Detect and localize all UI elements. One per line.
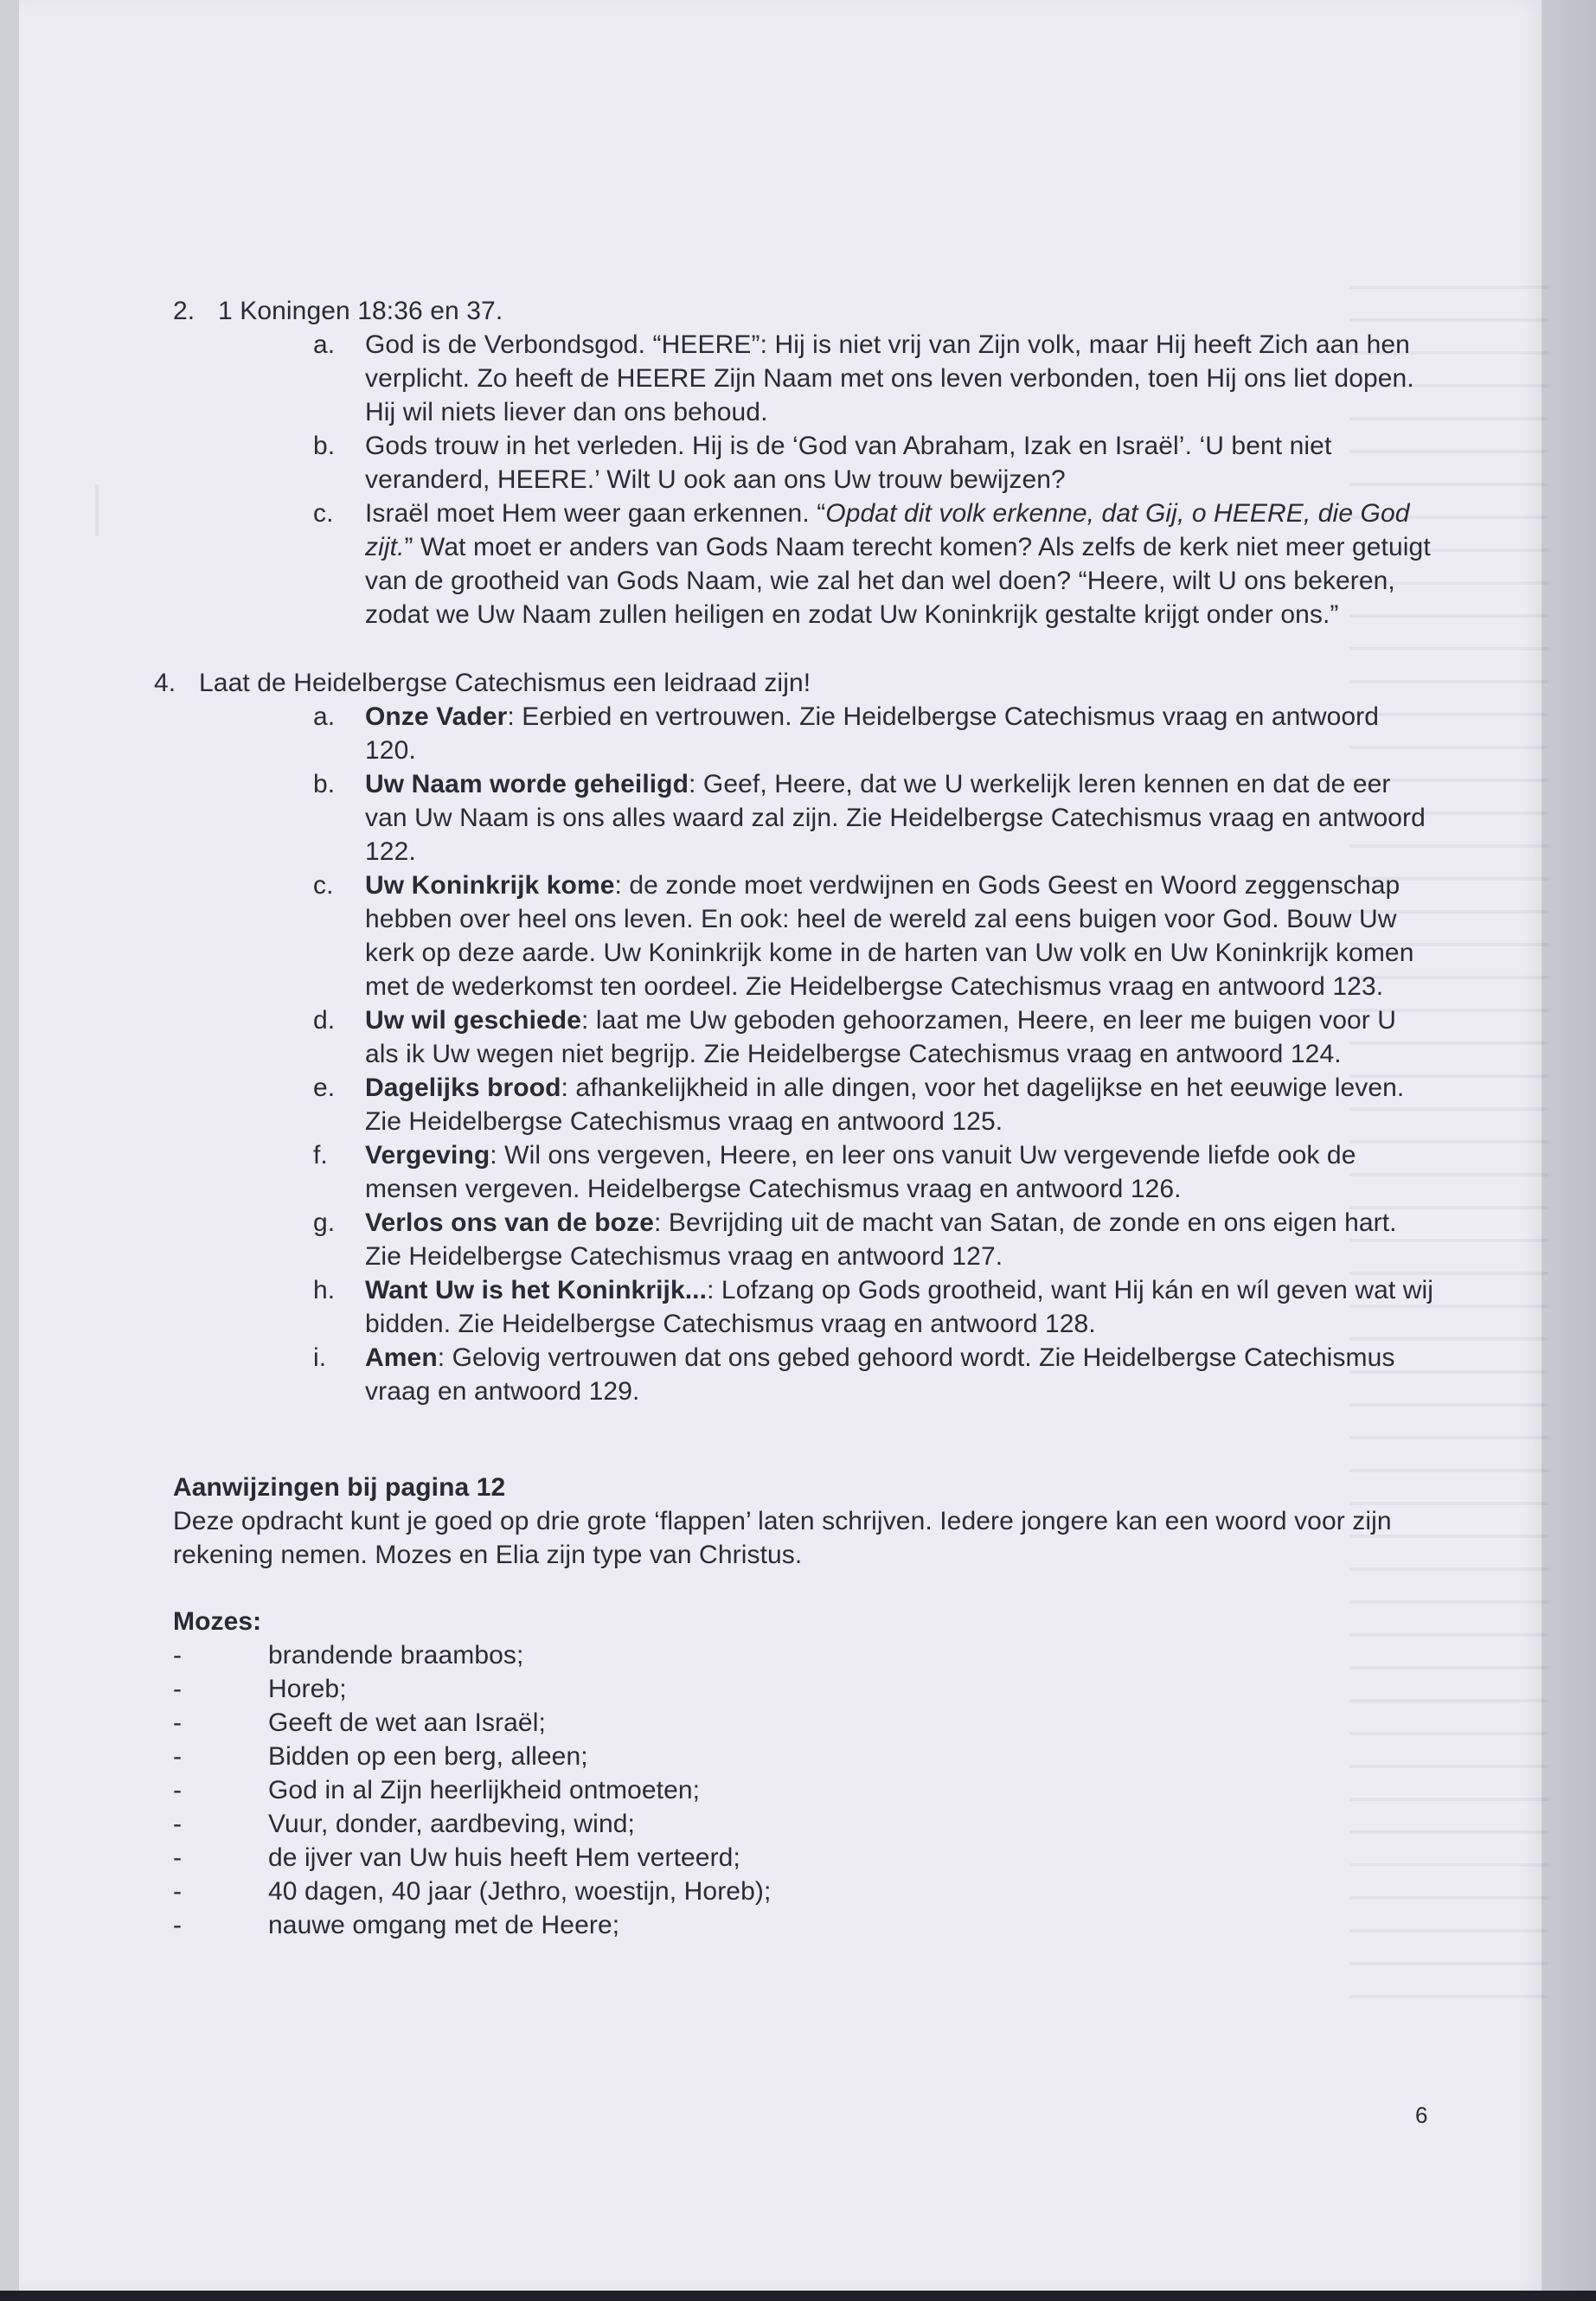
list-item xyxy=(173,429,1436,497)
list-item xyxy=(173,1841,1436,1875)
list-item xyxy=(173,1773,1436,1807)
dash-bullet: - xyxy=(173,1843,183,1872)
list-letter: g. xyxy=(313,1208,336,1237)
dash-bullet: - xyxy=(173,1641,183,1670)
list-item xyxy=(173,1341,1436,1408)
dash-bullet: - xyxy=(173,1877,183,1906)
list-text: : Geef, Heere, dat we U werkelijk leren kennen en dat de eer van Uw Naam is ons alles waard zal zijn. Zie Heidelbergse Catechismus vraag en antwoord 122. xyxy=(365,770,1426,866)
list-text: : Eerbied en vertrouwen. Zie Heidelbergse Catechismus vraag en antwoord 120. xyxy=(365,702,1380,765)
item-4-sublist xyxy=(173,700,1436,1408)
list-text: : laat me Uw geboden gehoorzamen, Heere, en leer me buigen voor U als ik Uw wegen niet begrijp. Zie Heidelbergse Catechismus vraag en antwoord 124. xyxy=(365,1006,1397,1068)
item-2-sublist xyxy=(173,328,1436,631)
list-letter: c. xyxy=(313,499,334,528)
list-lead: Amen xyxy=(365,1343,438,1372)
list-item xyxy=(173,1206,1436,1273)
dash-bullet: - xyxy=(173,1776,183,1804)
dash-bullet: - xyxy=(173,1911,183,1939)
item-title: 1 Koningen 18:36 en 37. xyxy=(218,297,503,325)
list-text: : Bevrijding uit de macht van Satan, de zonde en ons eigen hart. Zie Heidelbergse Catechismus vraag en antwoord 127. xyxy=(365,1208,1397,1271)
list-lead: Vergeving xyxy=(365,1141,490,1170)
list-text: Gods trouw in het verleden. Hij is de ‘God van Abraham, Izak en Israël’. ‘U bent niet veranderd, HEERE.’ Wilt U ook aan ons Uw trouw bewijzen? xyxy=(365,432,1332,494)
list-item xyxy=(173,700,1436,767)
list-lead: Dagelijks brood xyxy=(365,1074,561,1102)
list-text: : de zonde moet verdwijnen en Gods Geest en Woord zeggenschap hebben over heel ons leven. En ook: heel de wereld zal eens buigen voor God. Bouw Uw kerk op deze aarde. Uw Koninkrijk kome in de harten van Uw volk en Uw Koninkrijk komen met de wederkomst ten oordeel. Zie Heidelbergse Catechismus vraag en antwoord 123. xyxy=(365,871,1414,1001)
item-number: 4. xyxy=(154,669,176,697)
list-lead: Uw Koninkrijk kome xyxy=(365,871,615,900)
list-letter: f. xyxy=(313,1141,328,1170)
list-text: : afhankelijkheid in alle dingen, voor het dagelijkse en het eeuwige leven. Zie Heidelbergse Catechismus vraag en antwoord 125. xyxy=(365,1074,1405,1136)
mozes-list xyxy=(173,1638,1436,1942)
list-text: nauwe omgang met de Heere; xyxy=(268,1911,620,1939)
list-text: God in al Zijn heerlijkheid ontmoeten; xyxy=(268,1776,701,1804)
list-letter: h. xyxy=(313,1276,336,1304)
scan-bottom-band xyxy=(0,2291,1596,2301)
list-text-before: Israël moet Hem weer gaan erkennen. “ xyxy=(365,499,826,528)
list-item xyxy=(173,1908,1436,1942)
list-text: Horeb; xyxy=(268,1675,347,1703)
bible-quote: Opdat dit volk erkenne, dat Gij, o HEERE, die God zijt. xyxy=(365,499,1410,561)
list-item xyxy=(173,767,1436,868)
list-item xyxy=(173,1672,1436,1706)
dash-bullet: - xyxy=(173,1742,183,1771)
item-2-heading xyxy=(173,294,1436,328)
section-paragraph: Deze opdracht kunt je goed op drie grote ‘flappen’ laten schrijven. Iedere jongere kan een woord voor zijn rekening nemen. Mozes en Elia zijn type van Christus. xyxy=(173,1507,1392,1569)
list-text: God is de Verbondsgod. “HEERE”: Hij is niet vrij van Zijn volk, maar Hij heeft Zich aan hen verplicht. Zo heeft de HEERE Zijn Naam met ons leven verbonden, toen Hij ons liet dopen. Hij wil niets liever dan ons behoud. xyxy=(365,330,1414,426)
list-lead: Uw wil geschiede xyxy=(365,1006,582,1035)
list-item xyxy=(173,868,1436,1003)
list-letter: b. xyxy=(313,432,336,460)
dash-bullet: - xyxy=(173,1810,183,1838)
list-text: 40 dagen, 40 jaar (Jethro, woestijn, Horeb); xyxy=(268,1877,772,1906)
section-title-aanwijzingen: Aanwijzingen bij pagina 12 xyxy=(173,1473,506,1502)
list-lead: Uw Naam worde geheiligd xyxy=(365,770,689,798)
dash-bullet: - xyxy=(173,1675,183,1703)
list-letter: c. xyxy=(313,871,334,900)
list-letter: d. xyxy=(313,1006,336,1035)
list-lead: Onze Vader xyxy=(365,702,508,731)
list-item xyxy=(173,1638,1436,1672)
list-item xyxy=(173,497,1436,631)
list-text: brandende braambos; xyxy=(268,1641,524,1670)
list-letter: e. xyxy=(313,1074,336,1102)
list-letter: a. xyxy=(313,702,336,731)
list-lead: Verlos ons van de boze xyxy=(365,1208,654,1237)
list-item xyxy=(173,1273,1436,1341)
list-item xyxy=(173,1706,1436,1740)
list-letter: a. xyxy=(313,330,336,359)
list-item xyxy=(173,328,1436,429)
list-text: : Wil ons vergeven, Heere, en leer ons vanuit Uw vergevende liefde ook de mensen vergeven. Heidelbergse Catechismus vraag en antwoord 126. xyxy=(365,1141,1356,1203)
list-item xyxy=(173,1740,1436,1773)
list-item xyxy=(173,1807,1436,1841)
list-text: Geeft de wet aan Israël; xyxy=(268,1708,546,1737)
list-text: : Lofzang op Gods grootheid, want Hij kán en wíl geven wat wij bidden. Zie Heidelbergse Catechismus vraag en antwoord 128. xyxy=(365,1276,1434,1338)
document-content xyxy=(154,294,1436,1942)
list-text: : Gelovig vertrouwen dat ons gebed gehoord wordt. Zie Heidelbergse Catechismus vraag en antwoord 129. xyxy=(365,1343,1395,1406)
dash-bullet: - xyxy=(173,1708,183,1737)
list-item xyxy=(173,1138,1436,1206)
list-lead: Want Uw is het Koninkrijk... xyxy=(365,1276,708,1304)
page-number: 6 xyxy=(1415,2102,1428,2128)
item-title: Laat de Heidelbergse Catechismus een leidraad zijn! xyxy=(199,669,811,697)
list-item xyxy=(173,1071,1436,1138)
list-letter: b. xyxy=(313,770,336,798)
scan-edge-shadow xyxy=(1542,0,1596,2301)
section-title-mozes: Mozes: xyxy=(173,1607,262,1636)
list-text: Vuur, donder, aardbeving, wind; xyxy=(268,1810,635,1838)
list-item xyxy=(173,1875,1436,1908)
list-item xyxy=(173,1003,1436,1071)
item-4-heading xyxy=(154,666,1436,700)
list-text: de ijver van Uw huis heeft Hem verteerd; xyxy=(268,1843,740,1872)
list-text-after: ” Wat moet er anders van Gods Naam terecht komen? Als zelfs de kerk niet meer getuigt van de grootheid van Gods Naam, wie zal het dan wel doen? “Heere, wilt U ons bekeren, zodat we Uw Naam zullen heiligen en zodat Uw Koninkrijk gestalte krijgt onder ons.” xyxy=(365,533,1431,629)
scan-mark xyxy=(95,484,99,536)
list-letter: i. xyxy=(313,1343,327,1372)
list-text: Bidden op een berg, alleen; xyxy=(268,1742,588,1771)
item-number: 2. xyxy=(173,297,195,325)
